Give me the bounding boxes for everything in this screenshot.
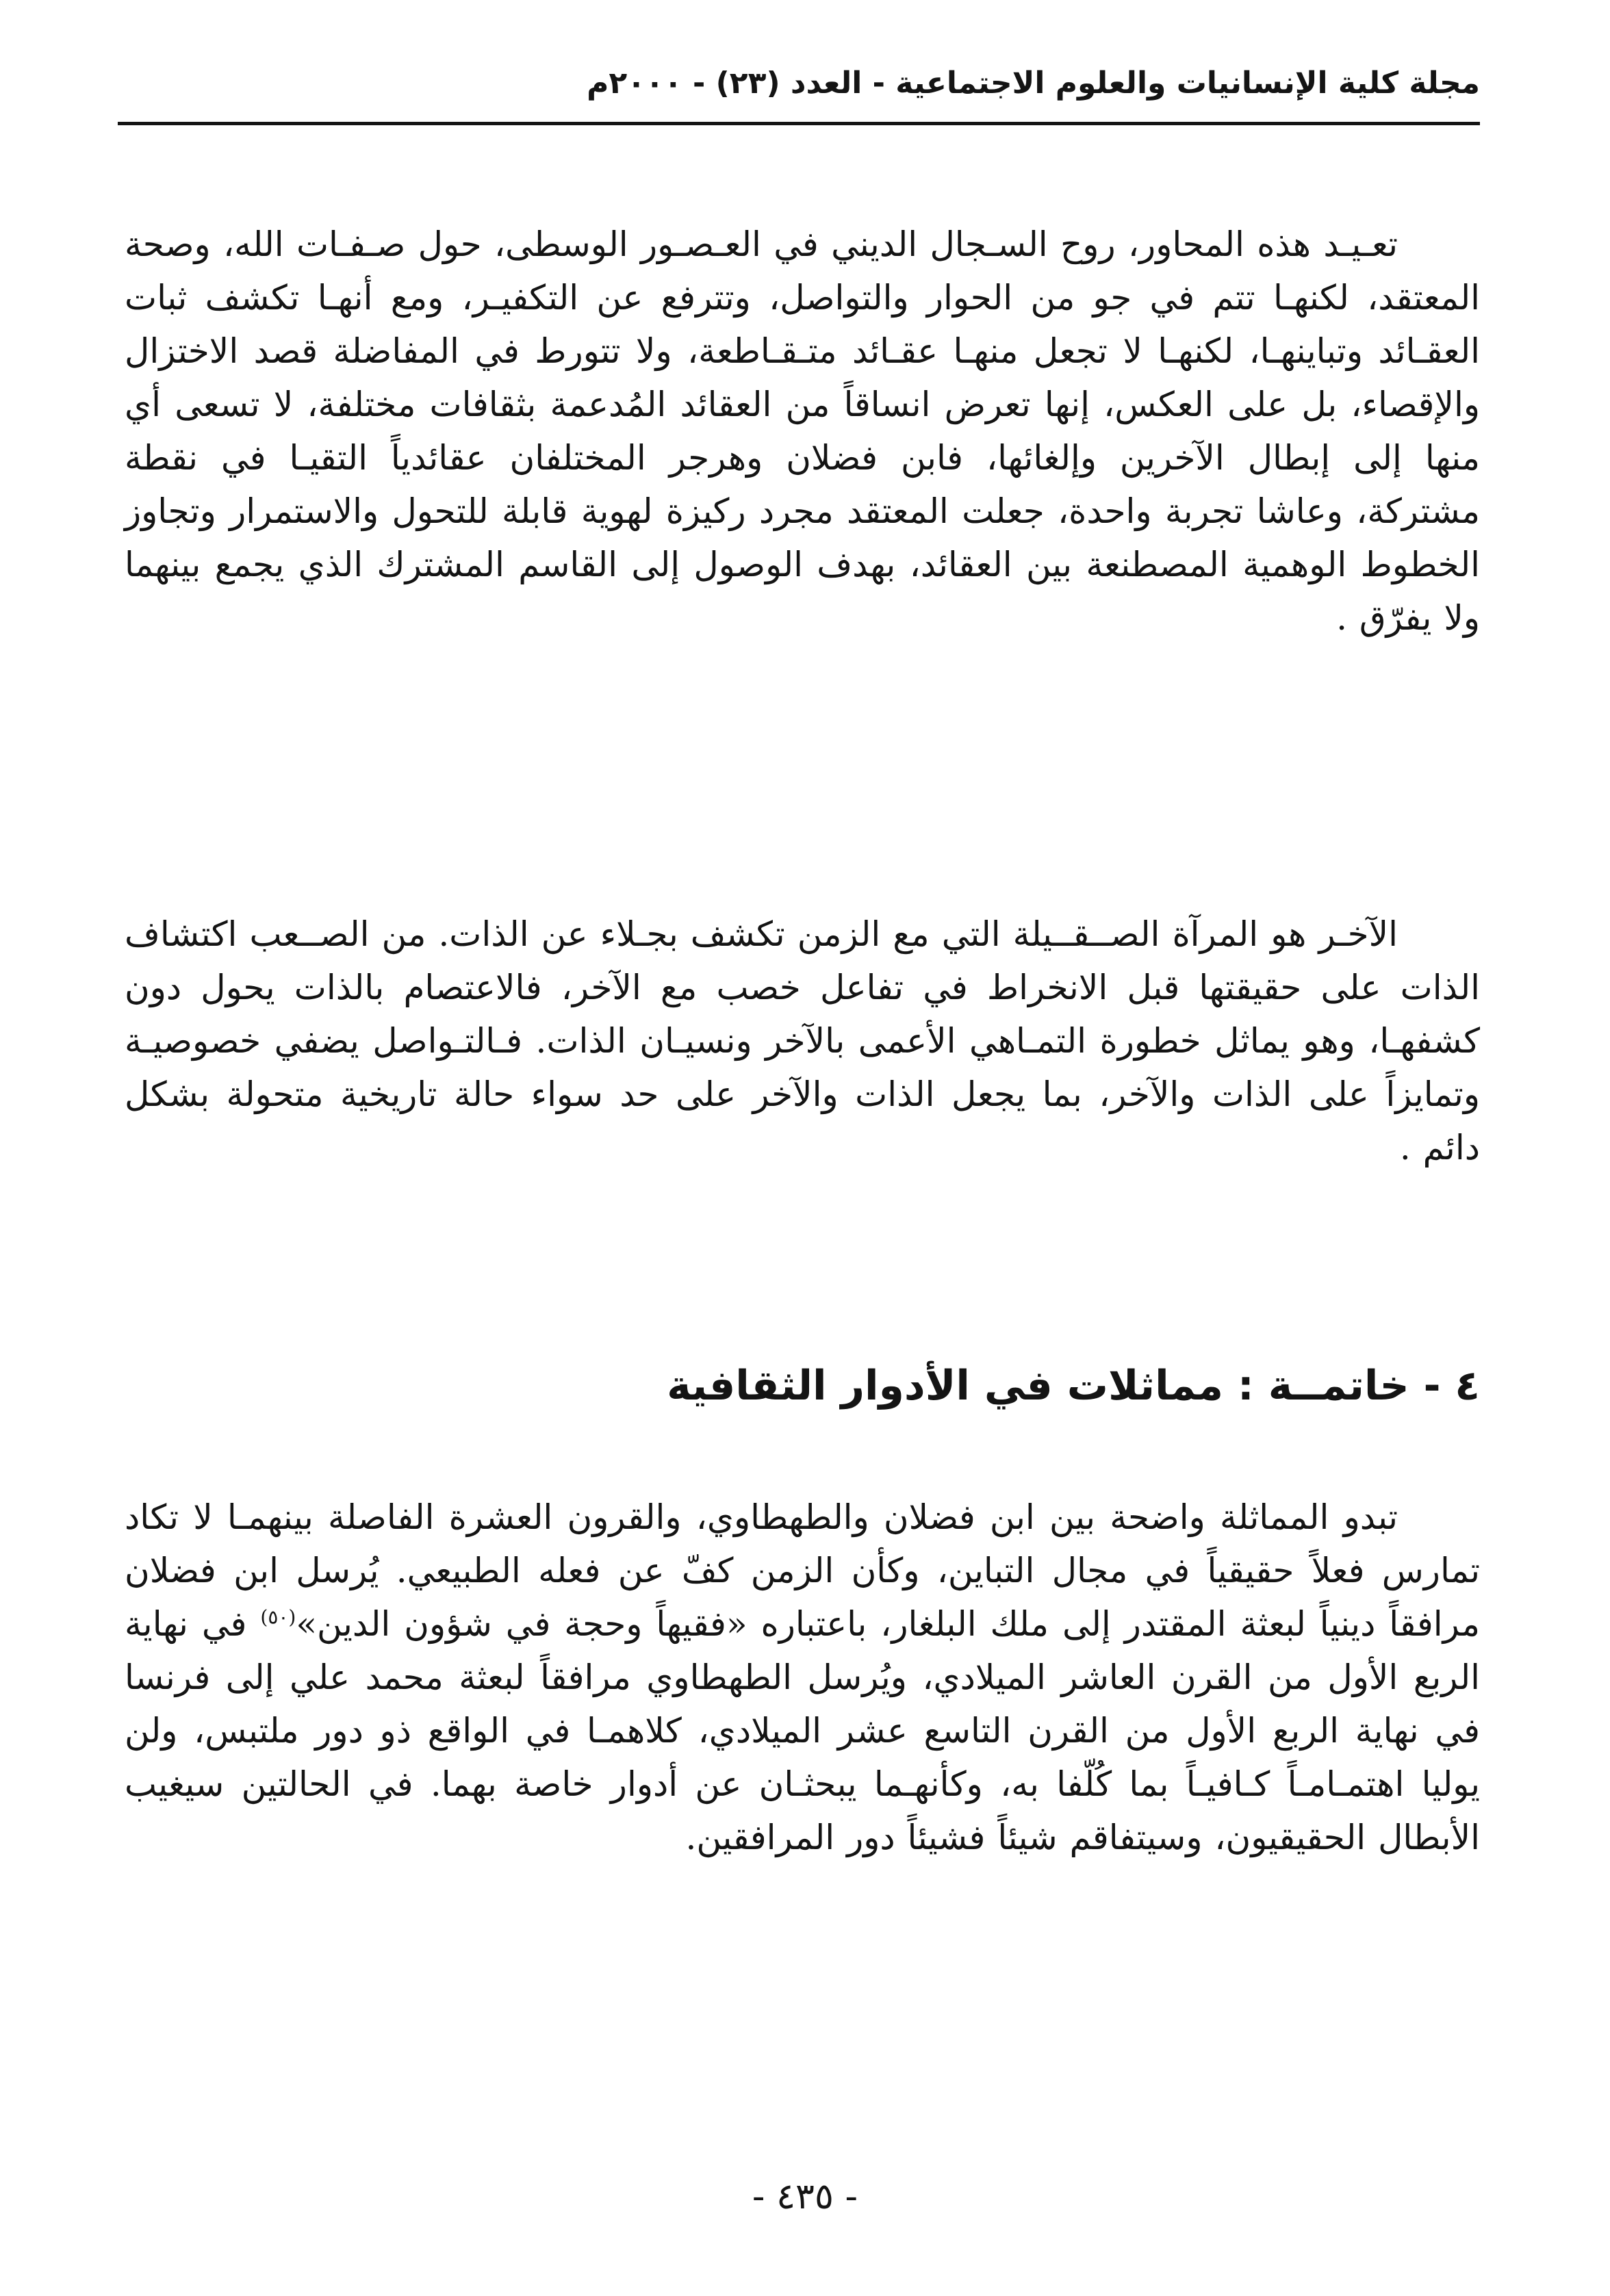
page-number: - ٤٣٥ - bbox=[752, 2176, 858, 2217]
paragraph-1: تعـيـد هذه المحاور، روح السـجال الديني في العـصـور الوسطى، حول صـفـات الله، وصحة المعتقد، لكنهـا تتم في جو من الحوار والتواصل، وتترفع عن التكفيـر، ومع أنهـا تكشف ثبات العقـائد وتباينهـا، لكنهـا لا تجعل منهـا عقـائد متـقـاطعة، ولا تتورط في المفاضلة قصد الاختزال والإقصاء، بل على العكس، إنها تعرض انساقاً من العقائد المُدعمة بثقافات مختلفة، لا تسعى أي منها إلى إبطال الآخرين وإلغائها، فابن فضلان وهرجر المختلفان عقائدياً التقيـا في نقطة مشتركة، وعاشا تجربة واحدة، جعلت المعتقد مجرد ركيزة لهوية قابلة للتحول والاستمرار وتجاوز الخطوط الوهمية المصطنعة بين العقائد، بهدف الوصول إلى القاسم المشترك الذي يجمع بينهما ولا يفرّق . bbox=[125, 224, 1480, 638]
footnote-reference[interactable]: (٥٠) bbox=[260, 1605, 296, 1629]
section-heading: ٤ - خاتمــة : مماثلات في الأدوار الثقافية bbox=[667, 1362, 1480, 1410]
paragraph-2: الآخـر هو المرآة الصــقــيلة التي مع الزمن تكشف بجـلاء عن الذات. من الصــعب اكتشاف الذات على حقيقتها قبل الانخراط في تفاعل خصب مع الآخر، فالاعتصام بالذات يحول دون كشفهـا، وهو يماثل خطورة التمـاهي الأعمى بالآخر ونسيـان الذات. فـالتـواصل يضفي خصوصيـة وتمايزاً على الذات والآخر، بما يجعل الذات والآخر على حد سواء حالة تاريخية متحولة بشكل دائم . bbox=[125, 914, 1481, 1168]
paragraph-3-part-2: في نهاية الربع الأول من القرن العاشر الميلادي، ويُرسل الطهطاوي مرافقاً لبعثة محمد علي إلى فرنسا في نهاية الربع الأول من القرن التاسع عشر الميلادي، كلاهمـا في الواقع ذو دور ملتبس، ولن يوليا اهتمـامـاً كـافيـاً بما كُلّفا به، وكأنهـما يبحثـان عن أدوار خاصة بهما. في الحالتين سيغيب الأبطال الحقيقيون، وسيتفاقم شيئاً فشيئاً دور المرافقين. bbox=[125, 1604, 1480, 1857]
journal-title: مجلة كلية الإنسانيات والعلوم الاجتماعية - العدد (٢٣) - ٢٠٠٠م bbox=[587, 66, 1480, 101]
header-divider bbox=[118, 122, 1480, 125]
running-header bbox=[118, 56, 1480, 125]
paragraph-3-part-1: تبدو المماثلة واضحة بين ابن فضلان والطهطاوي، والقرون العشرة الفاصلة بينهمـا لا تكاد تمارس فعلاً حقيقياً في مجال التباين، وكأن الزمن كفّ عن فعله الطبيعي. يُرسل ابن فضلان مرافقاً دينياً لبعثة المقتدر إلى ملك البلغار، باعتباره «فقيهاً وحجة في شؤون الدين» bbox=[125, 1497, 1480, 1644]
paragraph-3 bbox=[125, 1491, 1480, 1864]
